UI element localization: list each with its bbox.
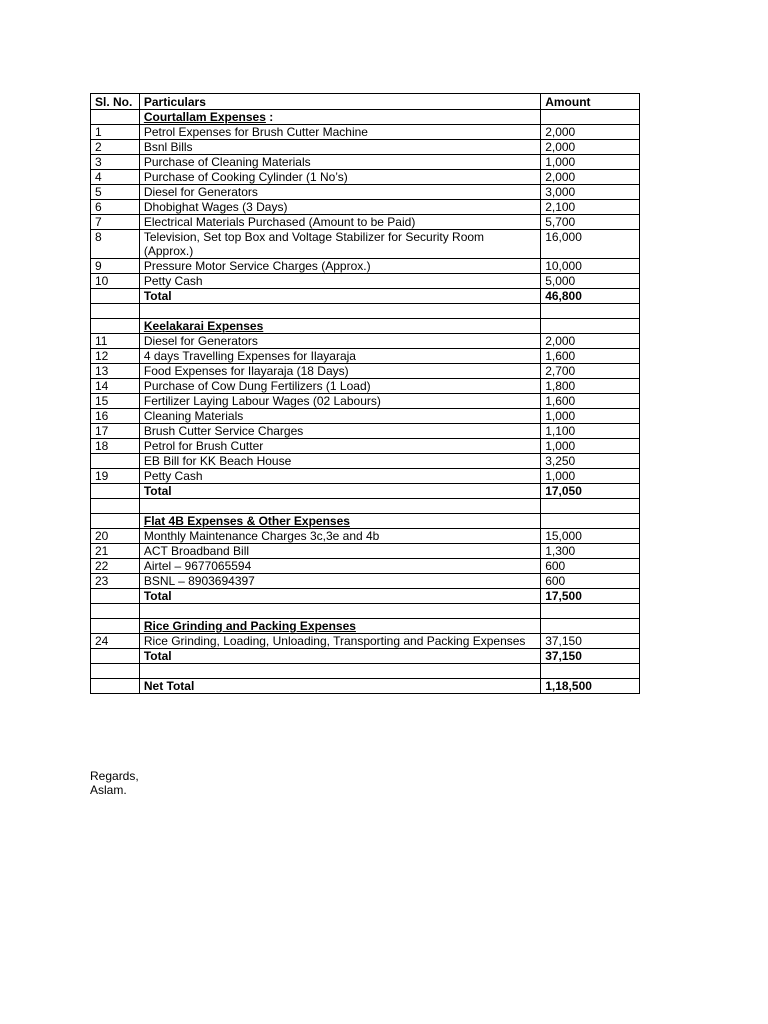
- table-row: [91, 394, 640, 409]
- empty-cell: [139, 304, 540, 319]
- row-sl-no: 6: [91, 200, 140, 215]
- section-total-row: [91, 589, 640, 604]
- row-sl-no: 5: [91, 185, 140, 200]
- row-particulars: Rice Grinding, Loading, Unloading, Transporting and Packing Expenses: [139, 634, 540, 649]
- header-particulars: Particulars: [139, 94, 540, 110]
- section-title-suffix: :: [265, 110, 274, 124]
- section-title-cell: [139, 619, 540, 634]
- expense-table: [90, 93, 640, 694]
- total-label: Total: [139, 589, 540, 604]
- row-particulars: ACT Broadband Bill: [139, 544, 540, 559]
- section-title-cell: [139, 514, 540, 529]
- spacer-row: [91, 664, 640, 679]
- row-sl-no: 10: [91, 274, 140, 289]
- row-particulars: Television, Set top Box and Voltage Stabilizer for Security Room (Approx.): [139, 230, 540, 259]
- section-title: Flat 4B Expenses & Other Expenses: [143, 514, 350, 528]
- row-amount: 1,800: [541, 379, 640, 394]
- table-row: [91, 230, 640, 259]
- table-row: [91, 200, 640, 215]
- table-row: [91, 349, 640, 364]
- row-particulars: Electrical Materials Purchased (Amount to be Paid): [139, 215, 540, 230]
- net-total-row: [91, 679, 640, 694]
- row-amount: 2,000: [541, 334, 640, 349]
- section-total-row: [91, 484, 640, 499]
- row-particulars: Dhobighat Wages (3 Days): [139, 200, 540, 215]
- row-amount: 1,600: [541, 394, 640, 409]
- row-particulars: Petty Cash: [139, 274, 540, 289]
- row-sl-no: 3: [91, 155, 140, 170]
- row-amount: 5,700: [541, 215, 640, 230]
- row-sl-no: 9: [91, 259, 140, 274]
- row-amount: 37,150: [541, 634, 640, 649]
- section-sl-cell: [91, 619, 140, 634]
- row-amount: 5,000: [541, 274, 640, 289]
- row-sl-no: [91, 454, 140, 469]
- row-particulars: Diesel for Generators: [139, 185, 540, 200]
- section-total-row: [91, 289, 640, 304]
- row-sl-no: 24: [91, 634, 140, 649]
- row-sl-no: 4: [91, 170, 140, 185]
- table-row: [91, 409, 640, 424]
- table-row: [91, 364, 640, 379]
- row-amount: 1,600: [541, 349, 640, 364]
- row-sl-no: 23: [91, 574, 140, 589]
- table-row: [91, 424, 640, 439]
- empty-cell: [541, 304, 640, 319]
- table-row: [91, 574, 640, 589]
- closing-regards: Regards,: [90, 769, 139, 783]
- table-row: [91, 259, 640, 274]
- table-row: [91, 454, 640, 469]
- empty-cell: [541, 664, 640, 679]
- table-row: [91, 559, 640, 574]
- row-amount: 1,000: [541, 409, 640, 424]
- row-sl-no: 12: [91, 349, 140, 364]
- row-amount: 3,250: [541, 454, 640, 469]
- row-amount: 600: [541, 559, 640, 574]
- table-row: [91, 379, 640, 394]
- row-particulars: Airtel – 9677065594: [139, 559, 540, 574]
- table-row: [91, 140, 640, 155]
- table-row: [91, 274, 640, 289]
- section-title-cell: [139, 110, 540, 125]
- table-row: [91, 469, 640, 484]
- row-particulars: Purchase of Cleaning Materials: [139, 155, 540, 170]
- row-particulars: Diesel for Generators: [139, 334, 540, 349]
- net-total-label: Net Total: [139, 679, 540, 694]
- header-sl-no: Sl. No.: [91, 94, 140, 110]
- row-sl-no: 19: [91, 469, 140, 484]
- table-row: [91, 529, 640, 544]
- spacer-row: [91, 304, 640, 319]
- row-sl-no: 22: [91, 559, 140, 574]
- section-sl-cell: [91, 514, 140, 529]
- net-total-sl-cell: [91, 679, 140, 694]
- row-particulars: Petrol for Brush Cutter: [139, 439, 540, 454]
- section-title: Courtallam Expenses: [143, 110, 266, 124]
- row-sl-no: 17: [91, 424, 140, 439]
- total-label: Total: [139, 649, 540, 664]
- row-amount: 1,100: [541, 424, 640, 439]
- row-particulars: Pressure Motor Service Charges (Approx.): [139, 259, 540, 274]
- row-particulars: EB Bill for KK Beach House: [139, 454, 540, 469]
- row-amount: 1,300: [541, 544, 640, 559]
- row-amount: 2,000: [541, 140, 640, 155]
- header-amount: Amount: [541, 94, 640, 110]
- row-amount: 16,000: [541, 230, 640, 259]
- row-sl-no: 18: [91, 439, 140, 454]
- row-sl-no: 14: [91, 379, 140, 394]
- section-amount-cell: [541, 319, 640, 334]
- table-body: [91, 110, 640, 694]
- section-title-row: [91, 514, 640, 529]
- row-sl-no: 11: [91, 334, 140, 349]
- section-amount-cell: [541, 619, 640, 634]
- empty-cell: [91, 664, 140, 679]
- table-row: [91, 439, 640, 454]
- table-row: [91, 125, 640, 140]
- row-amount: 2,000: [541, 170, 640, 185]
- row-particulars: 4 days Travelling Expenses for Ilayaraja: [139, 349, 540, 364]
- total-amount: 46,800: [541, 289, 640, 304]
- total-sl-cell: [91, 649, 140, 664]
- row-amount: 1,000: [541, 469, 640, 484]
- row-sl-no: 7: [91, 215, 140, 230]
- empty-cell: [139, 604, 540, 619]
- row-sl-no: 16: [91, 409, 140, 424]
- row-particulars: Cleaning Materials: [139, 409, 540, 424]
- row-particulars: Purchase of Cooking Cylinder (1 No’s): [139, 170, 540, 185]
- net-total-amount: 1,18,500: [541, 679, 640, 694]
- row-amount: 15,000: [541, 529, 640, 544]
- row-sl-no: 20: [91, 529, 140, 544]
- row-sl-no: 15: [91, 394, 140, 409]
- row-sl-no: 8: [91, 230, 140, 259]
- empty-cell: [541, 604, 640, 619]
- table-row: [91, 334, 640, 349]
- row-particulars: Bsnl Bills: [139, 140, 540, 155]
- total-sl-cell: [91, 484, 140, 499]
- row-amount: 600: [541, 574, 640, 589]
- row-amount: 2,700: [541, 364, 640, 379]
- row-amount: 2,000: [541, 125, 640, 140]
- row-amount: 2,100: [541, 200, 640, 215]
- empty-cell: [541, 499, 640, 514]
- spacer-row: [91, 604, 640, 619]
- closing-name: Aslam.: [90, 783, 127, 797]
- total-sl-cell: [91, 289, 140, 304]
- table-row: [91, 544, 640, 559]
- total-label: Total: [139, 484, 540, 499]
- section-total-row: [91, 649, 640, 664]
- spacer-row: [91, 499, 640, 514]
- total-sl-cell: [91, 589, 140, 604]
- row-amount: 1,000: [541, 155, 640, 170]
- section-title-row: [91, 619, 640, 634]
- section-title: Keelakarai Expenses: [143, 319, 264, 333]
- row-particulars: Petrol Expenses for Brush Cutter Machine: [139, 125, 540, 140]
- closing-block: [90, 769, 139, 797]
- section-amount-cell: [541, 514, 640, 529]
- section-sl-cell: [91, 319, 140, 334]
- total-amount: 17,500: [541, 589, 640, 604]
- row-sl-no: 2: [91, 140, 140, 155]
- total-amount: 17,050: [541, 484, 640, 499]
- row-particulars: Food Expenses for Ilayaraja (18 Days): [139, 364, 540, 379]
- row-particulars: Fertilizer Laying Labour Wages (02 Labours): [139, 394, 540, 409]
- section-title-cell: [139, 319, 540, 334]
- section-sl-cell: [91, 110, 140, 125]
- table-row: [91, 634, 640, 649]
- row-particulars: Brush Cutter Service Charges: [139, 424, 540, 439]
- row-sl-no: 21: [91, 544, 140, 559]
- empty-cell: [91, 604, 140, 619]
- table-row: [91, 170, 640, 185]
- row-particulars: Petty Cash: [139, 469, 540, 484]
- row-particulars: BSNL – 8903694397: [139, 574, 540, 589]
- section-title-row: [91, 319, 640, 334]
- section-title-row: [91, 110, 640, 125]
- row-particulars: Monthly Maintenance Charges 3c,3e and 4b: [139, 529, 540, 544]
- table-row: [91, 185, 640, 200]
- row-amount: 1,000: [541, 439, 640, 454]
- row-sl-no: 1: [91, 125, 140, 140]
- row-amount: 10,000: [541, 259, 640, 274]
- total-label: Total: [139, 289, 540, 304]
- section-amount-cell: [541, 110, 640, 125]
- table-row: [91, 215, 640, 230]
- table-row: [91, 155, 640, 170]
- row-amount: 3,000: [541, 185, 640, 200]
- empty-cell: [139, 664, 540, 679]
- empty-cell: [91, 304, 140, 319]
- section-title: Rice Grinding and Packing Expenses: [143, 619, 356, 633]
- table-header-row: [91, 94, 640, 110]
- total-amount: 37,150: [541, 649, 640, 664]
- empty-cell: [91, 499, 140, 514]
- empty-cell: [139, 499, 540, 514]
- row-sl-no: 13: [91, 364, 140, 379]
- row-particulars: Purchase of Cow Dung Fertilizers (1 Load): [139, 379, 540, 394]
